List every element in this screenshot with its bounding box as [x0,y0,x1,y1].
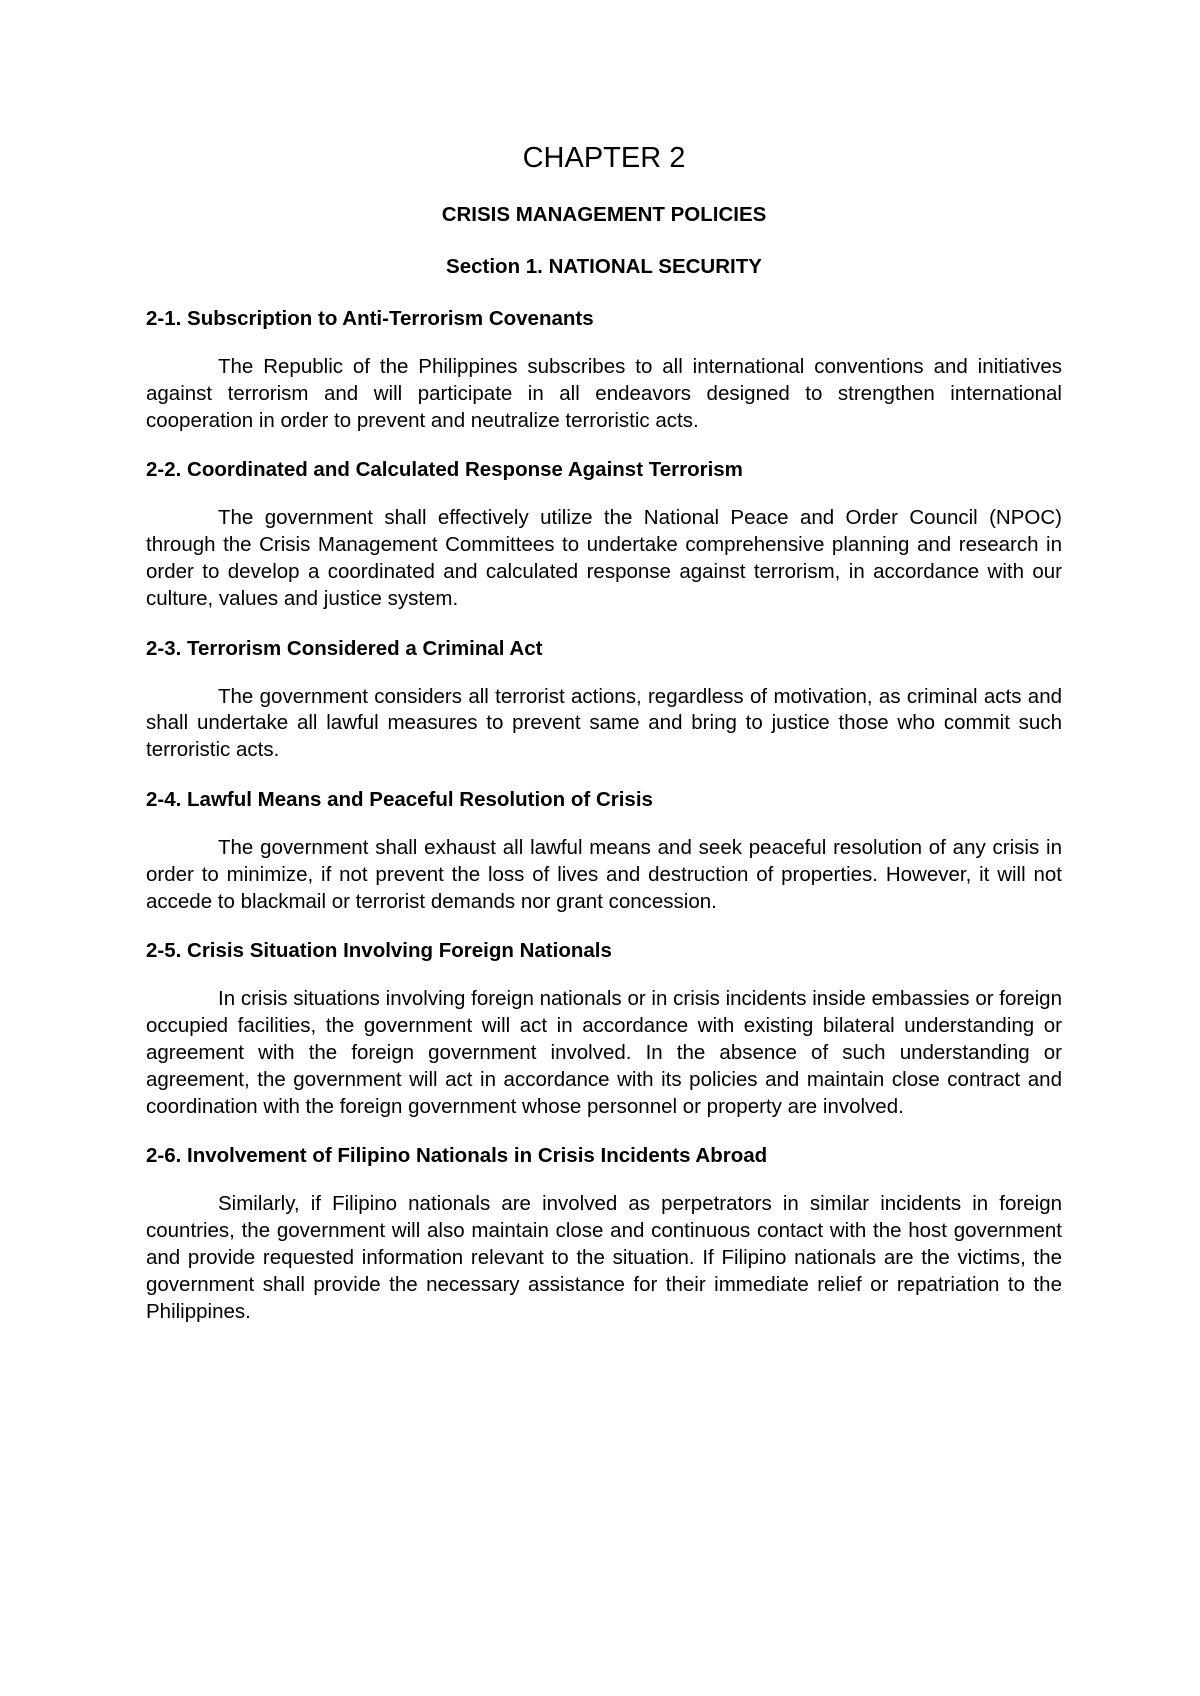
clause-heading: 2-3. Terrorism Considered a Criminal Act [146,636,543,660]
clause-heading: 2-5. Crisis Situation Involving Foreign Nationals [146,939,612,963]
clause-body: The Republic of the Philippines subscribes to all international conventions and initiatives against terrorism and will participate in all endeavors designed to strengthen international cooperation in order to prevent and neutralize terroristic acts. [146,355,1062,432]
clause-heading: 2-6. Involvement of Filipino Nationals in Crisis Incidents Abroad [146,1144,768,1168]
document-title: CRISIS MANAGEMENT POLICIES [441,203,767,226]
clause-body: In crisis situations involving foreign nationals or in crisis incidents inside embassies or foreign occupied facilities, the government will act in accordance with existing bilateral understanding or agreement with the foreign government involved. In the absence of such understanding or agreement, the government will act in accordance with its policies and maintain close contract and coordination with the foreign government whose personnel or property are involved. [146,987,1062,1118]
chapter-title: CHAPTER 2 [522,142,686,174]
clause-heading: 2-4. Lawful Means and Peaceful Resolution of Crisis [146,787,653,811]
clause-2-4 [146,786,1062,915]
clause-body: The government shall effectively utilize the National Peace and Order Council (NPOC) through the Crisis Management Committees to undertake comprehensive planning and research in order to develop a coordinated and calculated response against terrorism, in accordance with our culture, values and justice system. [146,506,1062,610]
clause-2-5 [146,937,1062,1120]
section-title: Section 1. NATIONAL SECURITY [446,255,762,278]
clause-body: Similarly, if Filipino nationals are involved as perpetrators in similar incidents in foreign countries, the government will also maintain close and continuous contact with the host government and provide requested information relevant to the situation. If Filipino nationals are the victims, the government shall provide the necessary assistance for their immediate relief or repatriation to the Philippines. [146,1192,1062,1323]
clause-body: The government shall exhaust all lawful means and seek peaceful resolution of any crisis in order to minimize, if not prevent the loss of lives and destruction of properties. However, it will not accede to blackmail or terrorist demands nor grant concession. [146,835,1062,913]
clause-heading: 2-2. Coordinated and Calculated Response Against Terrorism [146,458,743,482]
clause-2-3 [146,635,1062,764]
clause-heading: 2-1. Subscription to Anti-Terrorism Covenants [146,307,594,330]
clause-body: The government considers all terrorist actions, regardless of motivation, as criminal acts and shall undertake all lawful measures to prevent same and bring to justice those who commit such terroristic acts. [146,684,1062,762]
clause-2-6 [146,1142,1062,1325]
clause-2-1 [146,305,1062,434]
clause-2-2 [146,456,1062,612]
